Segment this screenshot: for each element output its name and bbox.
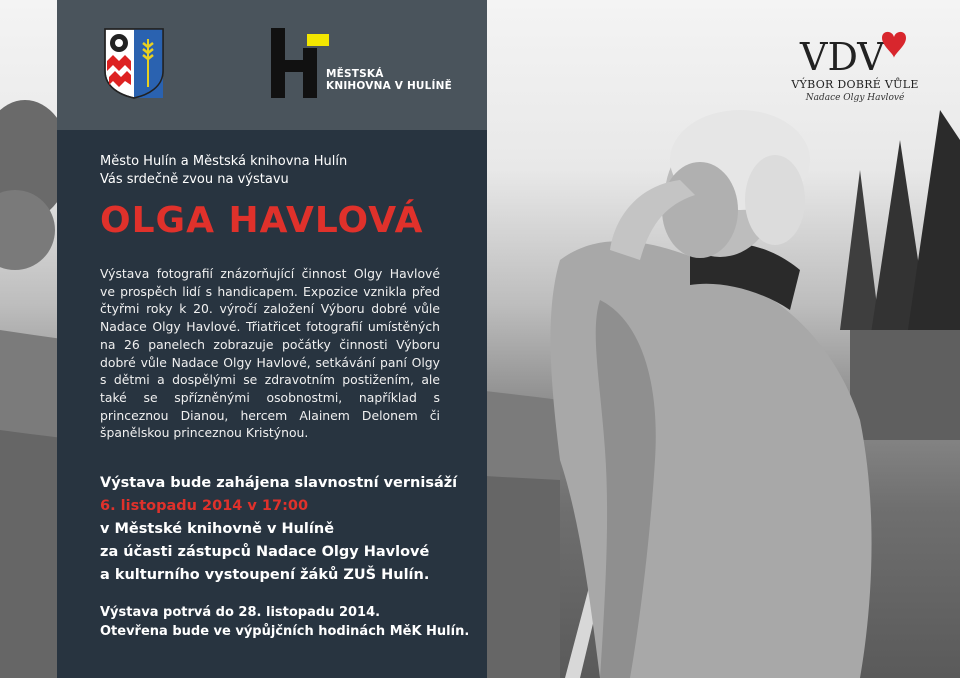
vernissage-line4: za účasti zástupců Nadace Olgy Havlové (100, 544, 430, 560)
vdv-heart-logo-icon (790, 28, 920, 78)
exhibition-description: Výstava fotografií znázorňující činnost Olgy Havlové ve prospěch lidí s handicapem. Expozice vznikla před čtyřmi roky k 20. výročí založení Výboru dobré vůle Nadace Olgy Havlové. Třiatřicet fotografií umístěných na 26 panelech zobrazuje počátky činnosti Výboru dobré vůle Nadace Olgy Havlové, setkávání paní Olgy s dětmi a dospělými se zdravotním postižením, ale také se spřízněnými osobnostmi, například s princeznou Dianou, hercem Alainem Delonem či španělskou princeznou Kristýnou. (100, 266, 440, 441)
closing-info (100, 603, 469, 641)
hulin-coat-of-arms-icon (103, 27, 165, 99)
vernissage-line1: Výstava bude zahájena slavnostní vernisáží (100, 475, 458, 491)
library-logo-line2: KNIHOVNA V HULÍNĚ (326, 80, 453, 92)
vernissage-info (100, 472, 457, 587)
vdv-logo (790, 28, 920, 113)
library-logo-text (326, 68, 452, 92)
vdv-subtitle: Nadace Olgy Havlové (805, 93, 905, 103)
vdv-name: VÝBOR DOBRÉ VŮLE (791, 78, 919, 91)
closing-line1: Výstava potrvá do 28. listopadu 2014. (100, 605, 381, 620)
library-logo-line1: MĚSTSKÁ (326, 68, 384, 80)
vdv-letters: VDV (800, 35, 885, 78)
intro-line2: Vás srdečně zvou na výstavu (100, 172, 289, 187)
intro-line1: Město Hulín a Městská knihovna Hulín (100, 154, 348, 169)
vernissage-line5: a kulturního vystoupení žáků ZUŠ Hulín. (100, 567, 430, 583)
vernissage-date: 6. listopadu 2014 v 17:00 (100, 498, 309, 514)
exhibition-title: OLGA HAVLOVÁ (100, 200, 424, 241)
invitation-intro (100, 153, 347, 189)
vernissage-line3: v Městské knihovně v Hulíně (100, 521, 335, 537)
closing-line2: Otevřena bude ve výpůjčních hodinách MěK Hulín. (100, 624, 470, 639)
